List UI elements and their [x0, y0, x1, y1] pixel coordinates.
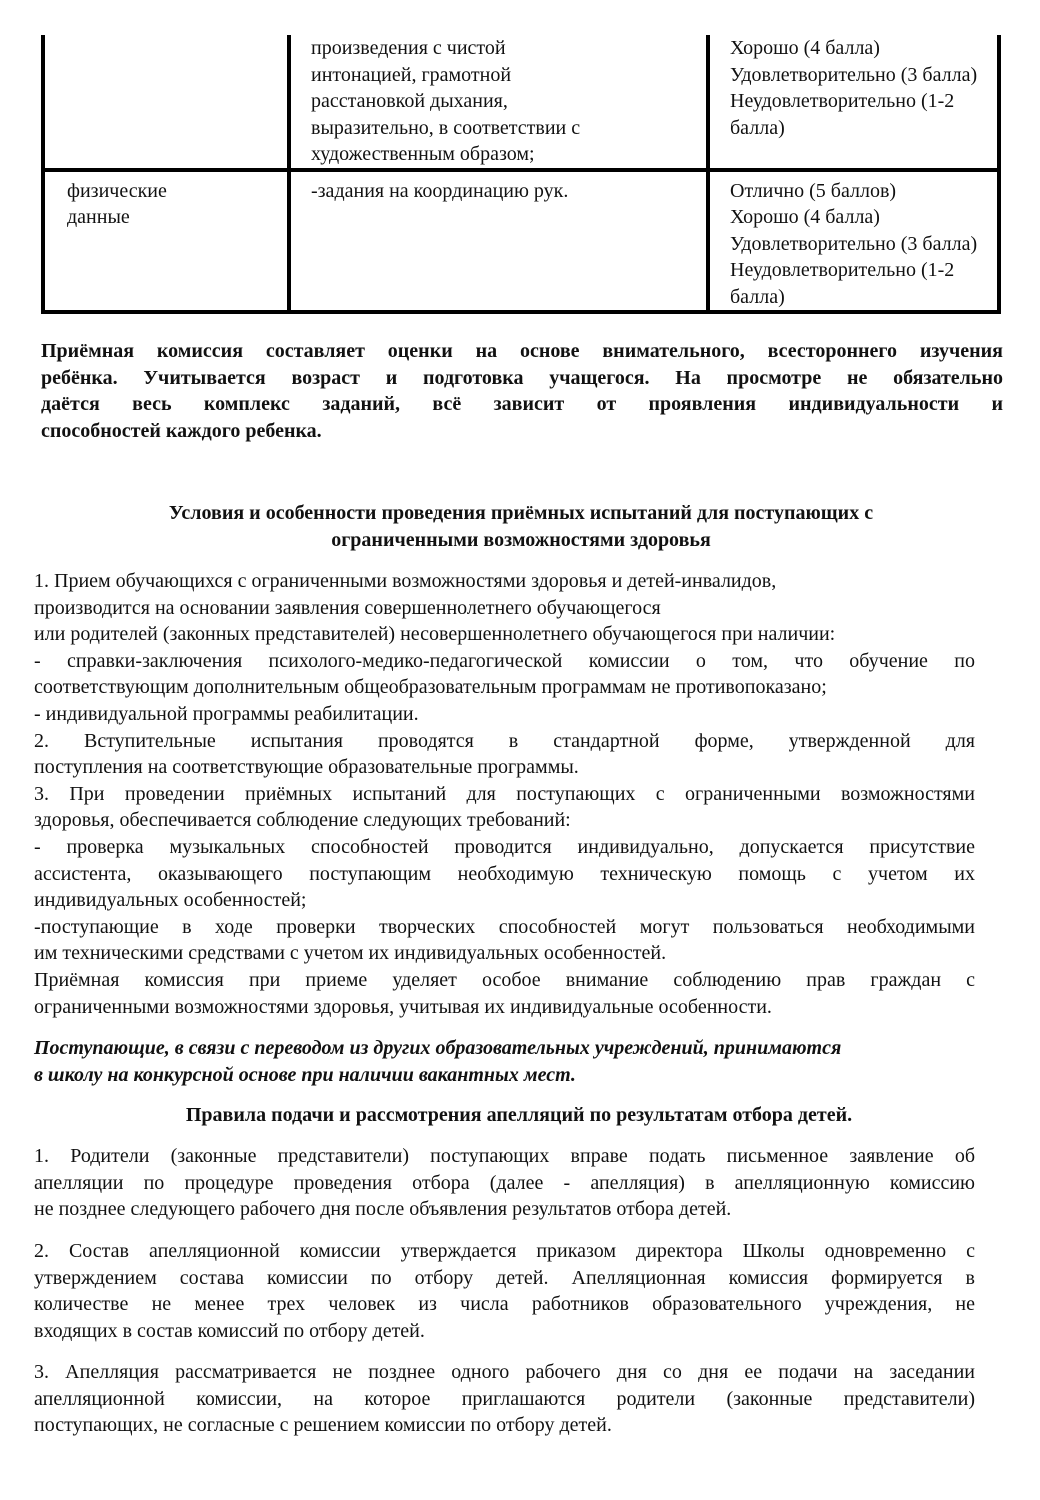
table-cell-grades [708, 170, 999, 313]
text-line: 1. Прием обучающихся с ограниченными возможностями здоровья и детей-инвалидов, [34, 570, 777, 592]
text-line: физические [67, 179, 167, 202]
section-body [34, 568, 975, 1020]
grade-line: Неудовлетворительно (1-2 [730, 259, 955, 281]
grade-line: Неудовлетворительно (1-2 [730, 90, 955, 112]
text-line: 3. Апелляция рассматривается не позднее одного рабочего дня со дня ее подачи на заседании [34, 1361, 975, 1383]
appeal-paragraph-3 [34, 1359, 975, 1439]
table-cell-criterion [43, 35, 289, 170]
heading-line: Условия и особенности проведения приёмных испытаний для поступающих с [168, 502, 874, 524]
appeal-paragraph-1 [34, 1143, 975, 1223]
text-line: апелляции по процедуре проведения отбора (далее - апелляция) в апелляционную комиссию [34, 1171, 975, 1194]
transfer-note [34, 1035, 975, 1088]
text-line: - индивидуальной программы реабилитации. [34, 702, 419, 725]
table-cell-tasks [289, 170, 708, 313]
table-cell-criterion [43, 170, 289, 313]
text-line: соответствующим дополнительным общеобразовательным программам не противопоказано; [34, 676, 827, 699]
table-cell-tasks [289, 35, 708, 170]
text-line: или родителей (законных представителей) несовершеннолетнего обучающегося при наличии: [34, 623, 836, 646]
table-cell-grades [708, 35, 999, 170]
grade-line: Удовлетворительно (3 балла) [730, 63, 978, 86]
text-line: входящих в состав комиссий по отбору детей. [34, 1319, 425, 1342]
assessment-table [41, 35, 1001, 314]
grade-line: Хорошо (4 балла) [730, 206, 880, 228]
text-line: - справки-заключения психолого-медико-педагогической комиссии о том, что обучение по [34, 649, 975, 672]
section-heading [34, 1102, 1004, 1129]
section-heading [41, 500, 1001, 554]
text-line: 1. Родители (законные представители) поступающих вправе подать письменное заявление об [34, 1145, 975, 1167]
heading-line: ограниченными возможностями здоровья [331, 529, 711, 551]
text-line: Приёмная комиссия при приеме уделяет особое внимание соблюдению прав граждан с [34, 968, 975, 991]
text-line: -поступающие в ходе проверки творческих способностей могут пользоваться необходимыми [34, 915, 975, 938]
text-line: ограниченными возможностями здоровья, учитывая их индивидуальные особенности. [34, 995, 772, 1018]
grade-line: балла) [730, 116, 785, 139]
text-line: способностей каждого ребенка. [41, 419, 322, 442]
text-line: 2. Вступительные испытания проводятся в стандартной форме, утвержденной для [34, 729, 975, 752]
grade-line: Хорошо (4 балла) [730, 37, 880, 59]
appeal-paragraph-2 [34, 1238, 975, 1344]
text-line: производится на основании заявления совершеннолетнего обучающегося [34, 596, 661, 619]
text-line: не позднее следующего рабочего дня после объявления результатов отбора детей. [34, 1198, 732, 1221]
text-line: апелляционной комиссии, на которое приглашаются родители (законные представители) [34, 1387, 975, 1410]
text-line: даётся весь комплекс заданий, всё зависит от проявления индивидуальности и [41, 393, 1003, 415]
text-line: выразительно, в соответствии с [311, 116, 581, 139]
table-row [43, 35, 999, 170]
grade-line: Отлично (5 баллов) [730, 179, 897, 202]
text-line: индивидуальных особенностей; [34, 889, 307, 912]
text-line: утверждением состава комиссии по отбору детей. Апелляционная комиссия формируется в [34, 1266, 975, 1289]
grade-line: Удовлетворительно (3 балла) [730, 232, 978, 255]
text-line: Поступающие, в связи с переводом из других образовательных учреждений, принимаются [34, 1037, 842, 1059]
text-line: Приёмная комиссия составляет оценки на основе внимательного, всестороннего изучения [41, 340, 1003, 362]
text-line: художественным образом; [311, 143, 535, 165]
text-line: - проверка музыкальных способностей проводится индивидуально, допускается присутствие [34, 835, 975, 858]
text-line: произведения с чистой [311, 37, 506, 59]
text-line: количестве не менее трех человек из числа работников образовательного учреждения, не [34, 1293, 975, 1316]
text-line: 2. Состав апелляционной комиссии утверждается приказом директора Школы одновременно с [34, 1240, 975, 1262]
table-row [43, 170, 999, 313]
text-line: поступления на соответствующие образовательные программы. [34, 756, 579, 779]
text-line: в школу на конкурсной основе при наличии вакантных мест. [34, 1063, 576, 1086]
text-line: ассистента, оказывающего поступающим необходимую техническую помощь с учетом их [34, 862, 975, 885]
text-line: интонацией, грамотной [311, 63, 512, 86]
grade-line: балла) [730, 285, 785, 308]
text-line: 3. При проведении приёмных испытаний для поступающих с ограниченными возможностями [34, 782, 975, 805]
text-line: -задания на координацию рук. [311, 179, 569, 202]
text-line: здоровья, обеспечивается соблюдение следующих требований: [34, 809, 571, 832]
text-line: ребёнка. Учитывается возраст и подготовка учащегося. На просмотре не обязательно [41, 366, 1003, 389]
text-line: данные [67, 206, 130, 228]
commission-note [41, 338, 1003, 444]
text-line: поступающих, не согласные с решением комиссии по отбору детей. [34, 1414, 612, 1437]
heading-line: Правила подачи и рассмотрения апелляций по результатам отбора детей. [185, 1104, 853, 1126]
text-line: им техническими средствами с учетом их индивидуальных особенностей. [34, 942, 667, 965]
text-line: расстановкой дыхания, [311, 90, 508, 112]
